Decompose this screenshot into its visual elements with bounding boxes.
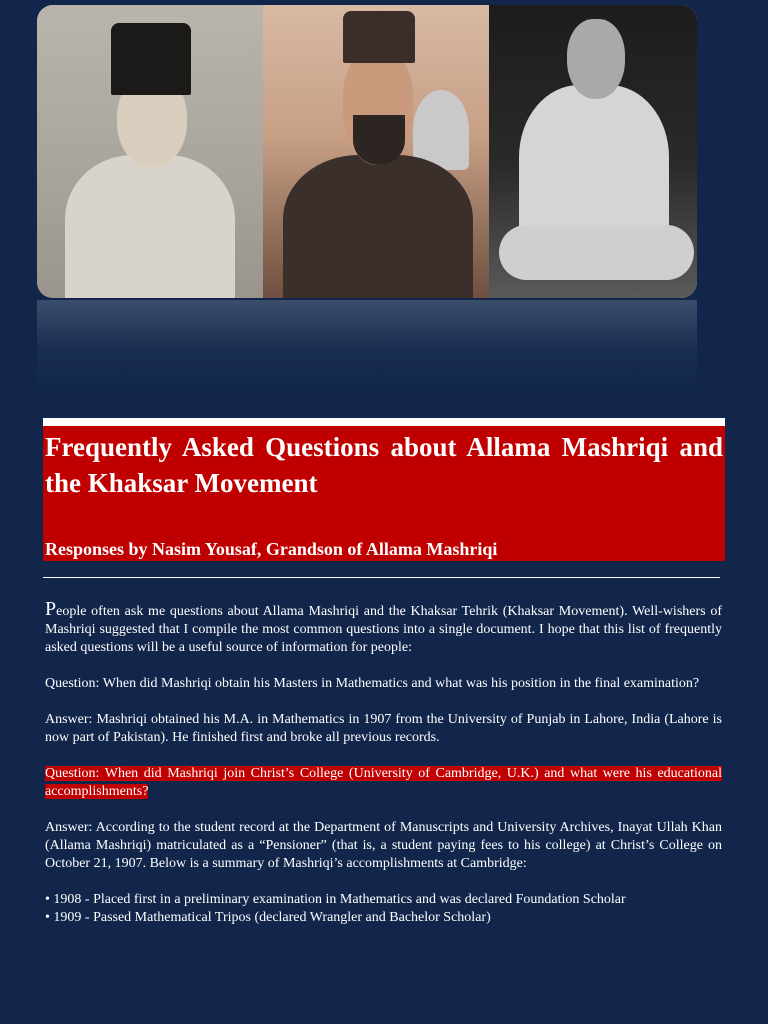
karakul-hat-shape: [343, 11, 415, 63]
portrait-seated-photo: [489, 5, 697, 298]
photo-banner: [37, 5, 697, 298]
page-title: Frequently Asked Questions about Allama Mashriqi and the Khaksar Movement: [45, 432, 723, 498]
list-item: • 1909 - Passed Mathematical Tripos (declared Wrangler and Bachelor Scholar): [45, 910, 491, 925]
crossed-legs-shape: [499, 225, 694, 280]
portrait-young-photo: [37, 5, 263, 298]
beard-shape: [353, 115, 405, 165]
document-body: [45, 600, 722, 927]
question-1: Question: When did Mashriqi obtain his Masters in Mathematics and what was his position in the final examination?: [45, 676, 700, 691]
intro-text: eople often ask me questions about Allama Mashriqi and the Khaksar Tehrik (Khaksar Movement). Well-wishers of Mashriqi suggested that I compile the most common questions into a single document. I hope that this list of frequently asked questions will be a useful source of information for people:: [45, 604, 722, 655]
figure-head-shape: [567, 19, 625, 99]
figure-body-shape: [65, 155, 235, 298]
figure-body-shape: [283, 155, 473, 298]
page-subtitle: Responses by Nasim Yousaf, Grandson of Allama Mashriqi: [45, 539, 498, 559]
fez-hat-shape: [111, 23, 191, 95]
question-2-highlight: Question: When did Mashriqi join Christ’s College (University of Cambridge, U.K.) and what were his educational accomplishments?: [45, 766, 722, 799]
intro-paragraph: [45, 600, 722, 657]
portrait-with-spade-photo: [263, 5, 489, 298]
question-2: [45, 765, 722, 801]
title-top-rule: [43, 418, 725, 426]
answer-1: Answer: Mashriqi obtained his M.A. in Mathematics in 1907 from the University of Punjab in Lahore, India (Lahore is now part of Pakistan). He finished first and broke all previous records.: [45, 712, 722, 745]
accomplishments-list: [45, 891, 722, 927]
list-item: • 1908 - Placed first in a preliminary examination in Mathematics and was declared Foundation Scholar: [45, 892, 626, 907]
divider: [43, 577, 720, 578]
answer-2: Answer: According to the student record at the Department of Manuscripts and University Archives, Inayat Ullah Khan (Allama Mashriqi) matriculated as a “Pensioner” (that is, a student paying fees to his college) at Christ’s College on October 21, 1907. Below is a summary of Mashriqi’s accomplishments at Cambridge:: [45, 820, 722, 871]
drop-cap: P: [45, 598, 57, 620]
banner-reflection: [37, 300, 697, 395]
title-box: [43, 426, 725, 561]
